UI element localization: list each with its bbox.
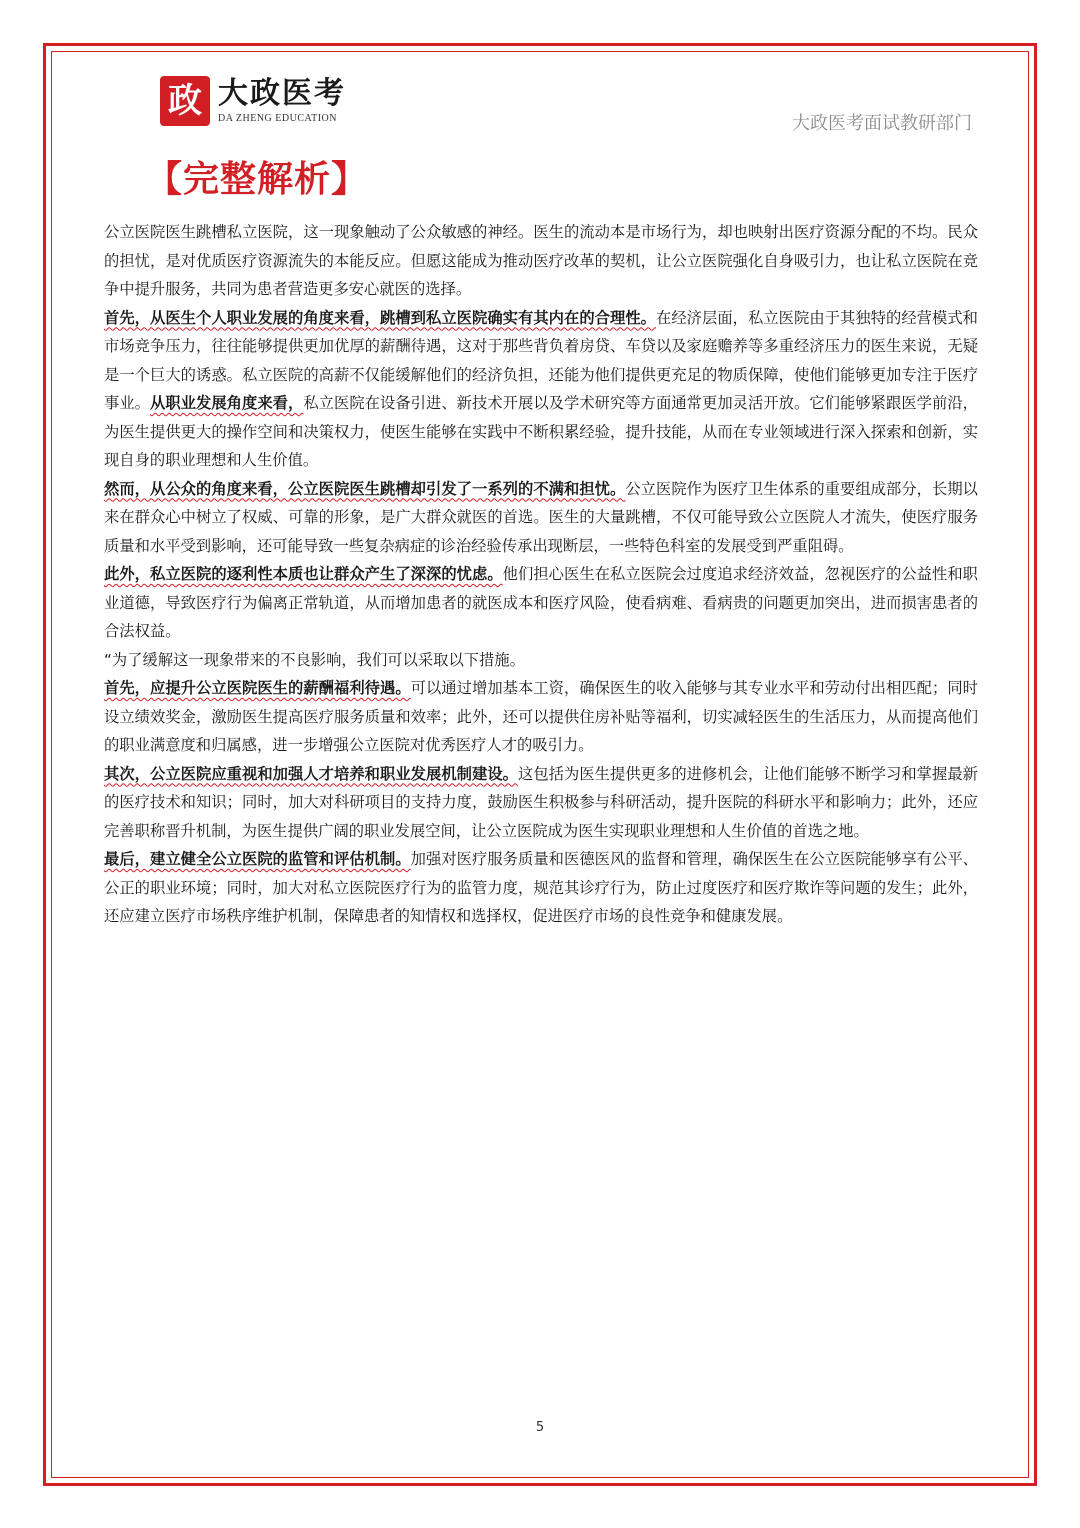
logo-mark-icon: 政 [160, 76, 210, 126]
section-title: 【完整解析】 [146, 159, 369, 200]
paragraph-text: 公立医院医生跳槽私立医院，这一现象触动了公众敏感的神经。医生的流动本是市场行为，却也映射出医疗资源分配的不均。民众的担忧，是对优质医疗资源流失的本能反应。但愿这能成为推动医疗改革的契机，让公立医院强化自身吸引力，也让私立医院在竞争中提升服务，共同为患者营造更多安心就医的选择。 [104, 223, 978, 298]
paragraph-text: “为了缓解这一现象带来的不良影响，我们可以采取以下措施。 [104, 650, 525, 669]
paragraph-measure [104, 845, 978, 931]
paragraph-lead: 最后，建立健全公立医院的监管和评估机制。 [104, 850, 411, 868]
paragraph-lead: 然而，从公众的角度来看，公立医院医生跳槽却引发了一系列的不满和担忧。 [104, 479, 626, 498]
paragraph-transition [104, 646, 978, 675]
logo-subtitle: DA ZHENG EDUCATION [218, 113, 337, 124]
logo-name: 大政医考 [218, 76, 346, 111]
paragraph-text: 他们担心医生在私立医院会过度追求经济效益，忽视医疗的公益性和职业道德，导致医疗行为偏离正常轨道，从而增加患者的就医成本和医疗风险，使看病难、看病贵的问题更加突出，进而损害患者的合法权益。 [104, 565, 978, 640]
paragraph-measure [104, 674, 978, 760]
paragraph-lead: 其次，公立医院应重视和加强人才培养和职业发展机制建设。 [104, 764, 519, 783]
paragraph-text: 在经济层面，私立医院由于其独特的经营模式和市场竞争压力，往往能够提供更加优厚的薪酬待遇，这对于那些背负着房贷、车贷以及家庭赡养等多重经济压力的医生来说，无疑是一个巨大的诱惑。私立医院的高薪不仅能缓解他们的经济负担，还能为他们提供更充足的物质保障，使他们能够更加专注于医疗事业。 [104, 308, 978, 412]
paragraph-lead: 从职业发展角度来看， [150, 394, 304, 412]
analysis-body [104, 218, 978, 931]
paragraph-point [104, 304, 978, 475]
paragraph-lead: 此外，私立医院的逐利性本质也让群众产生了深深的忧虑。 [104, 565, 503, 583]
page-number: 5 [535, 1420, 545, 1435]
department-header: 大政医考面试教研部门 [792, 113, 972, 134]
paragraph-lead: 首先，应提升公立医院医生的薪酬福利待遇。 [104, 679, 411, 697]
brand-logo [160, 76, 360, 128]
paragraph-intro [104, 218, 978, 304]
paragraph-text: 公立医院作为医疗卫生体系的重要组成部分，长期以来在群众心中树立了权威、可靠的形象，是广大群众就医的首选。医生的大量跳槽，不仅可能导致公立医院人才流失，使医疗服务质量和水平受到影响，还可能导致一些复杂病症的诊治经验传承出现断层，一些特色科室的发展受到严重阻碍。 [104, 479, 978, 555]
paragraph-text: 私立医院在设备引进、新技术开展以及学术研究等方面通常更加灵活开放。它们能够紧跟医学前沿，为医生提供更大的操作空间和决策权力，使医生能够在实践中不断积累经验，提升技能，从而在专业领域进行深入探索和创新，实现自身的职业理想和人生价值。 [104, 394, 978, 469]
paragraph-text: 这包括为医生提供更多的进修机会，让他们能够不断学习和掌握最新的医疗技术和知识；同时，加大对科研项目的支持力度，鼓励医生积极参与科研活动，提升医院的科研水平和影响力；此外，还应完善职称晋升机制，为医生提供广阔的职业发展空间，让公立医院成为医生实现职业理想和人生价值的首选之地。 [104, 764, 978, 840]
paragraph-text: 加强对医疗服务质量和医德医风的监督和管理，确保医生在公立医院能够享有公平、公正的职业环境；同时，加大对私立医院医疗行为的监管力度，规范其诊疗行为，防止过度医疗和医疗欺诈等问题的发生；此外，还应建立医疗市场秩序维护机制，保障患者的知情权和选择权，促进医疗市场的良性竞争和健康发展。 [104, 850, 978, 925]
paragraph-point [104, 475, 978, 561]
paragraph-measure [104, 760, 978, 846]
paragraph-lead: 首先，从医生个人职业发展的角度来看，跳槽到私立医院确实有其内在的合理性。 [104, 308, 657, 327]
paragraph-text: 可以通过增加基本工资，确保医生的收入能够与其专业水平和劳动付出相匹配；同时设立绩效奖金，激励医生提高医疗服务质量和效率；此外，还可以提供住房补贴等福利，切实减轻医生的生活压力，从而提高他们的职业满意度和归属感，进一步增强公立医院对优秀医疗人才的吸引力。 [104, 679, 978, 754]
paragraph-point [104, 560, 978, 646]
